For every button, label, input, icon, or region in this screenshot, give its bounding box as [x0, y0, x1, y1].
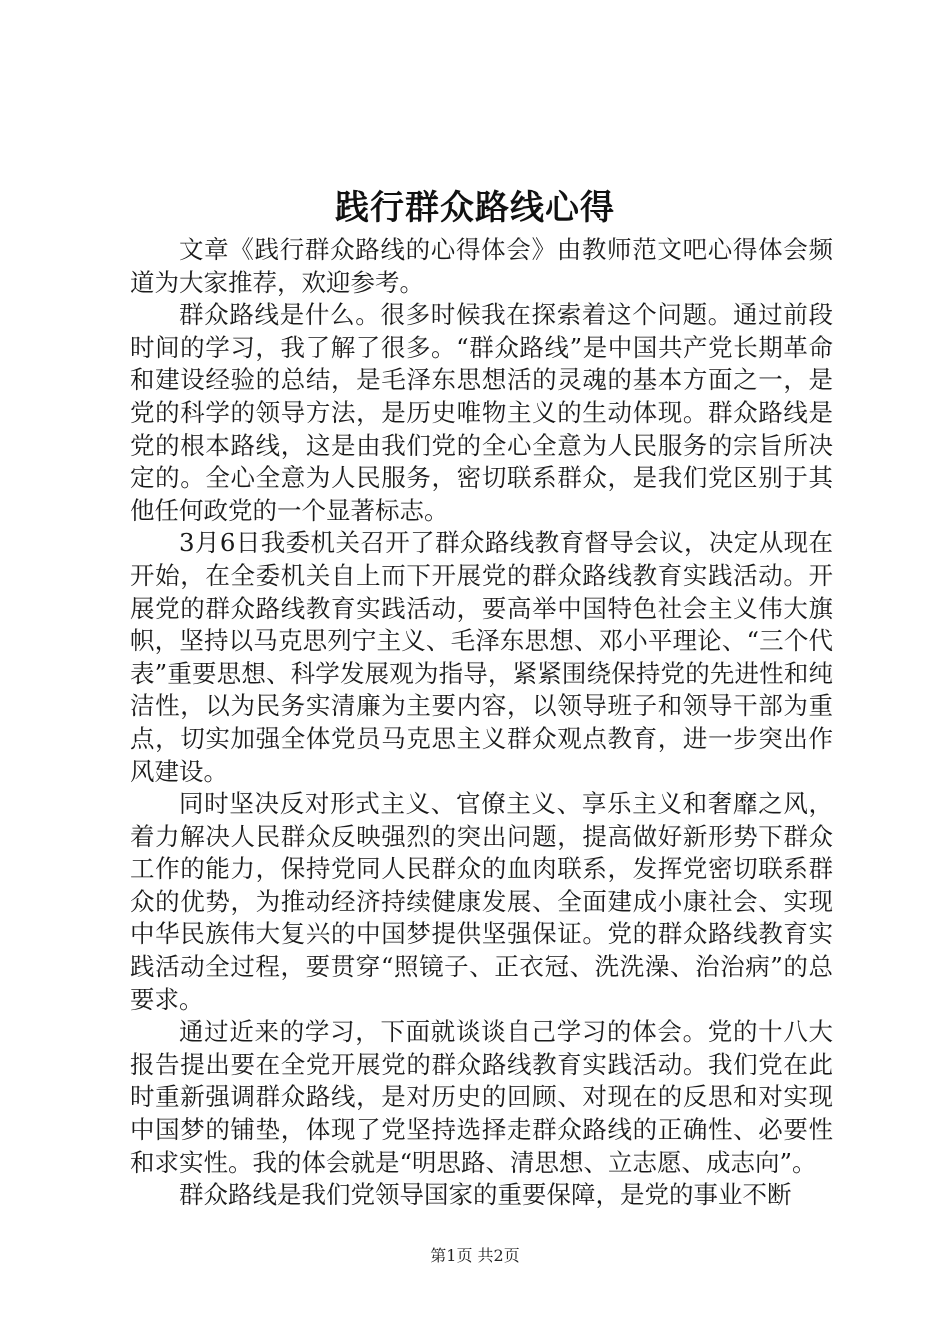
document-body [130, 234, 833, 1212]
paragraph-mass-line-definition: 群众路线是什么。很多时候我在探索着这个问题。通过前段时间的学习，我了解了很多。“群众路线”是中国共产党长期革命和建设经验的总结，是毛泽东思想活的灵魂的基本方面之一，是党的科学的领导方法，是历史唯物主义的生动体现。群众路线是党的根本路线，这是由我们党的全心全意为人民服务的宗旨所决定的。全心全意为人民服务，密切联系群众，是我们党区别于其他任何政党的一个显著标志。 [130, 300, 833, 525]
page-number: 第1页 共2页 [430, 1246, 520, 1265]
paragraph-intro: 文章《践行群众路线的心得体会》由教师范文吧心得体会频道为大家推荐，欢迎参考。 [130, 235, 833, 297]
paragraph-continued: 群众路线是我们党领导国家的重要保障，是党的事业不断 [179, 1180, 792, 1210]
paragraph-oppose-formalism: 同时坚决反对形式主义、官僚主义、享乐主义和奢靡之风，着力解决人民群众反映强烈的突出问题，提高做好新形势下群众工作的能力，保持党同人民群众的血肉联系，发挥党密切联系群众的优势，为推动经济持续健康发展、全面建成小康社会、实现中华民族伟大复兴的中国梦提供坚强保证。党的群众路线教育实践活动全过程，要贯穿“照镜子、正衣冠、洗洗澡、治治病”的总要求。 [130, 789, 833, 1014]
paragraph-meeting: 3月6日我委机关召开了群众路线教育督导会议，决定从现在开始，在全委机关自上而下开展党的群众路线教育实践活动。开展党的群众路线教育实践活动，要高举中国特色社会主义伟大旗帜，坚持以马克思列宁主义、毛泽东思想、邓小平理论、“三个代表”重要思想、科学发展观为指导，紧紧围绕保持党的先进性和纯洁性，以为民务实清廉为主要内容，以领导班子和领导干部为重点，切实加强全体党员马克思主义群众观点教育，进一步突出作风建设。 [130, 528, 833, 786]
paragraph-study-experience: 通过近来的学习，下面就谈谈自己学习的体会。党的十八大报告提出要在全党开展党的群众路线教育实践活动。我们党在此时重新强调群众路线，是对历史的回顾、对现在的反思和对实现中国梦的铺垫，体现了党坚持选择走群众路线的正确性、必要性和求实性。我的体会就是“明思路、清思想、立志愿、成志向”。 [130, 1017, 833, 1177]
document-title: 践行群众路线心得 [335, 188, 615, 228]
